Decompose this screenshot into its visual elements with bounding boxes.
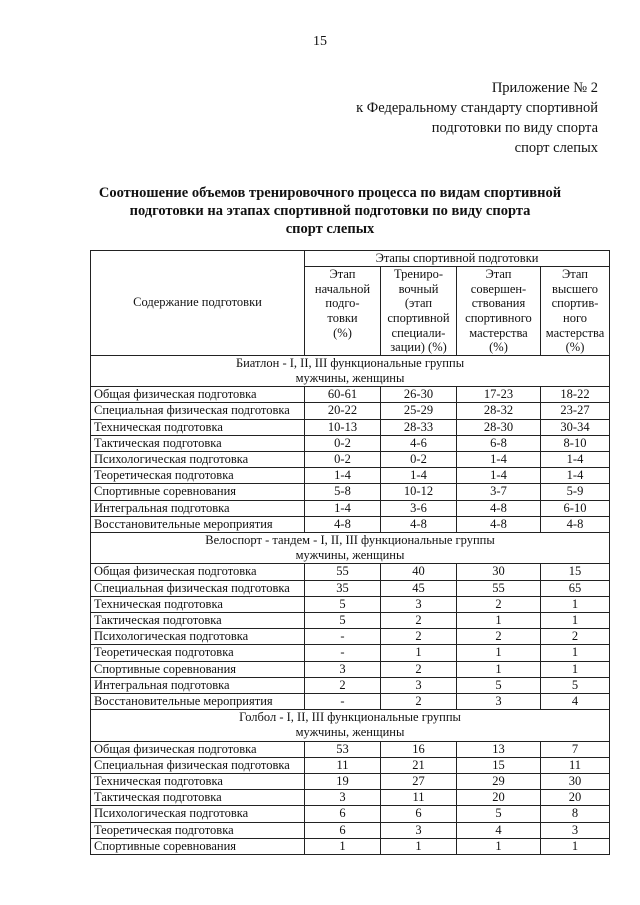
value-cell: 2 (381, 613, 457, 629)
table-row (91, 516, 610, 532)
stage-header-line: товки (327, 310, 358, 325)
value-cell: 35 (305, 580, 381, 596)
stage-header-line: Трениро- (394, 267, 443, 282)
stage-header-line: специали- (391, 325, 446, 340)
table-row (91, 645, 610, 661)
value-cell: 3 (305, 790, 381, 806)
stage-header-line: спортивной (387, 310, 450, 325)
value-cell: 2 (457, 629, 541, 645)
value-cell: 29 (457, 774, 541, 790)
value-cell: 60-61 (305, 387, 381, 403)
value-cell: 3 (457, 694, 541, 710)
row-label: Психологическая подготовка (91, 806, 305, 822)
stage-header-line: зации) (%) (390, 340, 447, 355)
row-label: Техническая подготовка (91, 774, 305, 790)
table-row (91, 451, 610, 467)
value-cell: 6 (305, 806, 381, 822)
stage-header-line: мастерства (469, 325, 528, 340)
value-cell: 55 (305, 564, 381, 580)
value-cell: 13 (457, 741, 541, 757)
table-row (91, 694, 610, 710)
table-row (91, 613, 610, 629)
value-cell: 16 (381, 741, 457, 757)
value-cell: 2 (381, 694, 457, 710)
value-cell: 11 (381, 790, 457, 806)
value-cell: 2 (457, 596, 541, 612)
stage-column-header (381, 267, 457, 356)
table-row (91, 661, 610, 677)
value-cell: 20 (457, 790, 541, 806)
row-label: Специальная физическая подготовка (91, 757, 305, 773)
value-cell: 1 (541, 596, 610, 612)
value-cell: 30 (457, 564, 541, 580)
table-row (91, 564, 610, 580)
row-label: Спортивные соревнования (91, 484, 305, 500)
section-header-row (91, 355, 610, 386)
section-header (91, 533, 610, 564)
appendix-line: подготовки по виду спорта (431, 120, 598, 136)
row-label: Восстановительные мероприятия (91, 694, 305, 710)
row-label: Специальная физическая подготовка (91, 403, 305, 419)
value-cell: 15 (541, 564, 610, 580)
section-header-row (91, 533, 610, 564)
value-cell: 5 (305, 613, 381, 629)
value-cell: 3 (381, 822, 457, 838)
value-cell: 1 (541, 645, 610, 661)
value-cell: 1-4 (305, 468, 381, 484)
row-label: Общая физическая подготовка (91, 741, 305, 757)
table-row (91, 757, 610, 773)
section-header-row (91, 710, 610, 741)
stage-header-line: высшего (551, 281, 599, 296)
stage-header-line: вочный (этап (398, 281, 439, 311)
value-cell: 19 (305, 774, 381, 790)
value-cell: 30-34 (541, 419, 610, 435)
page-number: 15 (313, 34, 327, 49)
value-cell: 4-8 (305, 516, 381, 532)
value-cell: 45 (381, 580, 457, 596)
stage-header-line: ного (563, 310, 588, 325)
value-cell: 27 (381, 774, 457, 790)
value-cell: 7 (541, 741, 610, 757)
value-cell: 1 (541, 661, 610, 677)
value-cell: 1 (541, 838, 610, 854)
value-cell: 3 (381, 596, 457, 612)
stage-header-line: (%) (333, 325, 352, 340)
value-cell: 4-8 (457, 516, 541, 532)
value-cell: 1-4 (305, 500, 381, 516)
stage-header-line: подго- (325, 296, 360, 311)
row-label: Восстановительные мероприятия (91, 516, 305, 532)
value-cell: 5 (457, 806, 541, 822)
value-cell: 18-22 (541, 387, 610, 403)
stage-header-line: Этап (329, 267, 356, 282)
training-ratio-table (90, 250, 610, 855)
value-cell: 3-7 (457, 484, 541, 500)
title-line: подготовки на этапах спортивной подготовки по виду спорта (129, 203, 531, 219)
table-header (91, 251, 610, 356)
table-row (91, 629, 610, 645)
value-cell: 10-12 (381, 484, 457, 500)
value-cell: 4-6 (381, 435, 457, 451)
table-row (91, 774, 610, 790)
stage-column-header (305, 267, 381, 356)
title-line: Соотношение объемов тренировочного процесса по видам спортивной (98, 185, 562, 201)
value-cell: 53 (305, 741, 381, 757)
table-row (91, 790, 610, 806)
value-cell: 3 (541, 822, 610, 838)
value-cell: 26-30 (381, 387, 457, 403)
value-cell: 1 (541, 613, 610, 629)
value-cell: 4-8 (457, 500, 541, 516)
value-cell: 1 (381, 645, 457, 661)
value-cell: - (305, 645, 381, 661)
stage-column-header (541, 267, 610, 356)
stage-header-line: спортивного (465, 310, 532, 325)
table-row (91, 484, 610, 500)
value-cell: 1 (457, 645, 541, 661)
section-header-line: мужчины, женщины (295, 370, 405, 385)
value-cell: 1-4 (381, 468, 457, 484)
value-cell: 30 (541, 774, 610, 790)
value-cell: 2 (305, 677, 381, 693)
value-cell: 1-4 (457, 468, 541, 484)
stage-header-line: мастерства (545, 325, 605, 340)
value-cell: 15 (457, 757, 541, 773)
stage-header-line: спортив- (551, 296, 599, 311)
value-cell: 5-8 (305, 484, 381, 500)
value-cell: 1-4 (457, 451, 541, 467)
value-cell: - (305, 629, 381, 645)
table-row (91, 596, 610, 612)
value-cell: 3 (305, 661, 381, 677)
value-cell: 4-8 (381, 516, 457, 532)
value-cell: 0-2 (305, 451, 381, 467)
value-cell: 20-22 (305, 403, 381, 419)
section-header-line: мужчины, женщины (295, 725, 405, 740)
row-label: Тактическая подготовка (91, 613, 305, 629)
table-row (91, 468, 610, 484)
row-label: Спортивные соревнования (91, 661, 305, 677)
value-cell: 1-4 (541, 468, 610, 484)
value-cell: - (305, 694, 381, 710)
value-cell: 55 (457, 580, 541, 596)
value-cell: 28-30 (457, 419, 541, 435)
value-cell: 6 (381, 806, 457, 822)
appendix-line: к Федеральному стандарту спортивной (356, 100, 598, 116)
row-label: Психологическая подготовка (91, 451, 305, 467)
stage-header-line: Этап (485, 267, 512, 282)
row-label: Теоретическая подготовка (91, 645, 305, 661)
title-line: спорт слепых (285, 221, 375, 237)
value-cell: 6 (305, 822, 381, 838)
value-cell: 21 (381, 757, 457, 773)
table-row (91, 806, 610, 822)
value-cell: 8-10 (541, 435, 610, 451)
table-row (91, 403, 610, 419)
value-cell: 10-13 (305, 419, 381, 435)
value-cell: 1 (305, 838, 381, 854)
value-cell: 65 (541, 580, 610, 596)
appendix-line: спорт слепых (514, 140, 598, 156)
value-cell: 6-10 (541, 500, 610, 516)
stage-header-line: совершен- (470, 281, 527, 296)
row-label: Специальная физическая подготовка (91, 580, 305, 596)
value-cell: 0-2 (381, 451, 457, 467)
appendix-block (268, 78, 598, 158)
section-header (91, 355, 610, 386)
table-row (91, 387, 610, 403)
table-row (91, 580, 610, 596)
value-cell: 8 (541, 806, 610, 822)
table-row (91, 741, 610, 757)
stage-header-line: (%) (489, 340, 508, 355)
table-row (91, 500, 610, 516)
value-cell: 5 (305, 596, 381, 612)
table-row (91, 677, 610, 693)
table-row (91, 435, 610, 451)
value-cell: 2 (541, 629, 610, 645)
section-header-line: Велоспорт - тандем - I, II, III функциональные группы (205, 533, 495, 547)
section-header-line: Голбол - I, II, III функциональные группы (239, 710, 461, 725)
value-cell: 5 (541, 677, 610, 693)
row-label: Техническая подготовка (91, 419, 305, 435)
value-cell: 1 (381, 838, 457, 854)
section-header-line: мужчины, женщины (295, 548, 405, 563)
value-cell: 28-33 (381, 419, 457, 435)
value-cell: 20 (541, 790, 610, 806)
value-cell: 5 (457, 677, 541, 693)
row-label: Тактическая подготовка (91, 790, 305, 806)
content-column-header: Содержание подготовки (91, 251, 305, 356)
value-cell: 5-9 (541, 484, 610, 500)
value-cell: 28-32 (457, 403, 541, 419)
value-cell: 4 (541, 694, 610, 710)
value-cell: 40 (381, 564, 457, 580)
table-row (91, 838, 610, 854)
value-cell: 25-29 (381, 403, 457, 419)
table-row (91, 419, 610, 435)
value-cell: 4-8 (541, 516, 610, 532)
value-cell: 11 (541, 757, 610, 773)
value-cell: 2 (381, 661, 457, 677)
value-cell: 3-6 (381, 500, 457, 516)
value-cell: 1-4 (541, 451, 610, 467)
value-cell: 2 (381, 629, 457, 645)
row-label: Общая физическая подготовка (91, 564, 305, 580)
value-cell: 3 (381, 677, 457, 693)
stage-header-line: Этап (562, 267, 588, 282)
row-label: Тактическая подготовка (91, 435, 305, 451)
value-cell: 1 (457, 838, 541, 854)
stage-header-line: начальной (314, 281, 371, 296)
row-label: Техническая подготовка (91, 596, 305, 612)
row-label: Теоретическая подготовка (91, 822, 305, 838)
document-title (60, 184, 600, 238)
section-header (91, 710, 610, 741)
stage-header-line: (%) (565, 340, 585, 355)
row-label: Интегральная подготовка (91, 677, 305, 693)
stage-column-header (457, 267, 541, 356)
value-cell: 4 (457, 822, 541, 838)
value-cell: 1 (457, 661, 541, 677)
section-header-line: Биатлон - I, II, III функциональные группы (235, 355, 465, 370)
table-row (91, 822, 610, 838)
value-cell: 23-27 (541, 403, 610, 419)
value-cell: 6-8 (457, 435, 541, 451)
table-body (91, 355, 610, 854)
row-label: Общая физическая подготовка (91, 387, 305, 403)
value-cell: 0-2 (305, 435, 381, 451)
row-label: Интегральная подготовка (91, 500, 305, 516)
row-label: Спортивные соревнования (91, 838, 305, 854)
value-cell: 17-23 (457, 387, 541, 403)
value-cell: 11 (305, 757, 381, 773)
row-label: Психологическая подготовка (91, 629, 305, 645)
stage-header-line: ствования (471, 296, 526, 311)
stages-group-header: Этапы спортивной подготовки (305, 251, 610, 267)
value-cell: 1 (457, 613, 541, 629)
row-label: Теоретическая подготовка (91, 468, 305, 484)
appendix-line: Приложение № 2 (491, 80, 598, 96)
